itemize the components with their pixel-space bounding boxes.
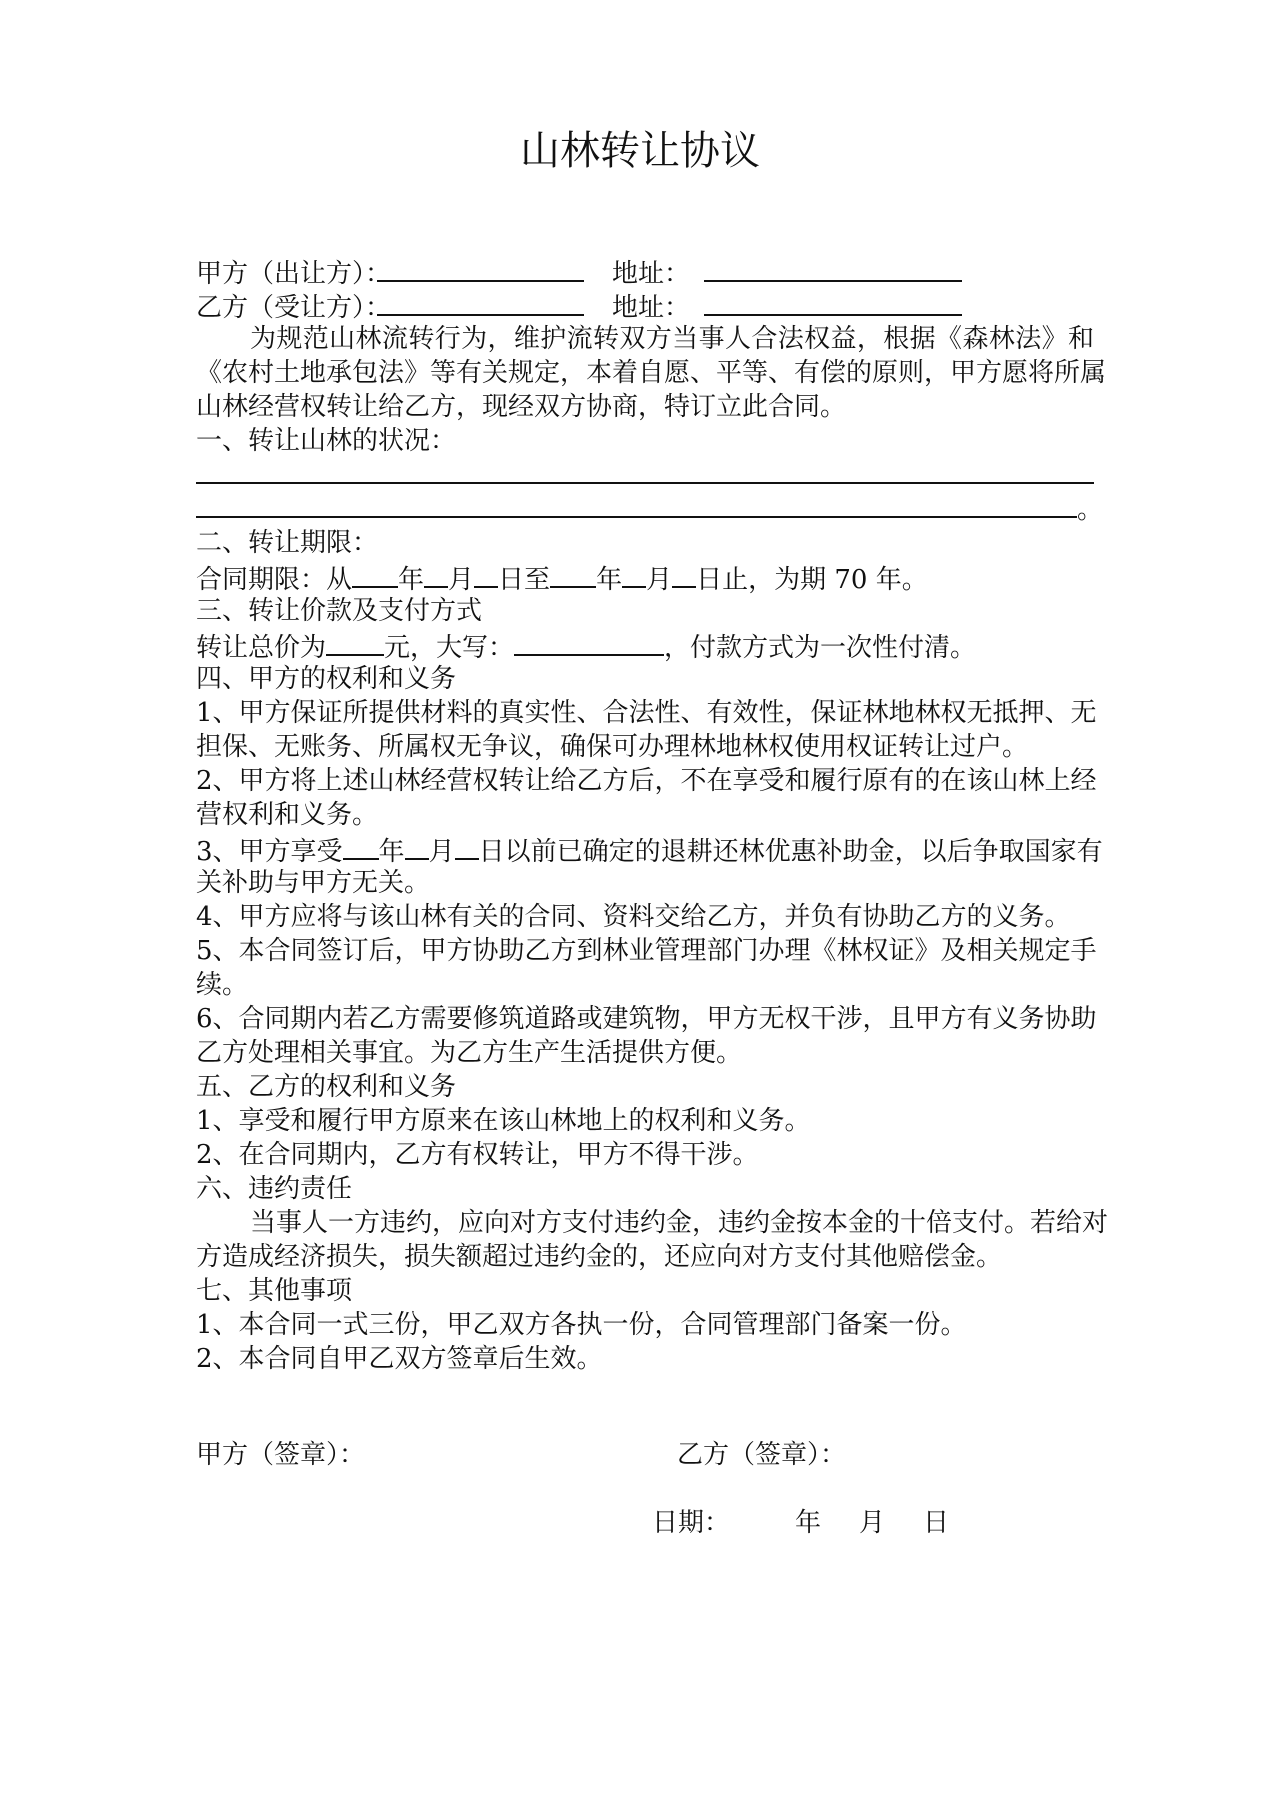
section-4-heading: 四、甲方的权利和义务 xyxy=(196,664,457,694)
clause-line: 关补助与甲方无关。 xyxy=(196,868,431,898)
clause-line: 2、甲方将上述山林经营权转让给乙方后，不在享受和履行原有的在该山林上经 xyxy=(196,766,1097,796)
term-line xyxy=(196,560,1094,594)
party-a-address-label: 地址： xyxy=(612,259,691,289)
date-label: 日期： xyxy=(652,1508,731,1538)
clause-line: 4、甲方应将与该山林有关的合同、资料交给乙方，并负有协助乙方的义务。 xyxy=(196,902,1071,932)
contract-body xyxy=(196,254,1109,1376)
price-text: 转让总价为 xyxy=(196,633,327,663)
start-year-blank[interactable] xyxy=(352,560,398,588)
party-b-label: 乙方（受让方）： xyxy=(196,293,392,323)
price-text: 元，大写： xyxy=(384,633,515,663)
clause-text: 3、甲方享受 xyxy=(196,837,343,867)
clause-line xyxy=(196,832,1103,867)
party-b-name-blank[interactable] xyxy=(377,288,584,316)
date-year-label: 年 xyxy=(795,1508,822,1538)
section-6-heading: 六、违约责任 xyxy=(196,1174,353,1204)
forest-status-blank-1[interactable] xyxy=(196,458,1094,492)
end-day-blank[interactable] xyxy=(672,560,696,588)
end-month-blank[interactable] xyxy=(622,560,646,588)
clause-line: 担保、无账务、所属权无争议，确保可办理林地林权使用权证转让过户。 xyxy=(196,732,1029,762)
clause-text: 日以前已确定的退耕还林优惠补助金，以后争取国家有 xyxy=(478,837,1103,867)
clause-line: 2、在合同期内，乙方有权转让，甲方不得干涉。 xyxy=(196,1140,759,1170)
term-text: 月 xyxy=(448,565,475,595)
section-1-heading: 一、转让山林的状况： xyxy=(196,426,457,456)
clause-text: 月 xyxy=(428,837,455,867)
subsidy-year-blank[interactable] xyxy=(343,832,379,860)
party-a-address-blank[interactable] xyxy=(704,254,962,282)
end-year-blank[interactable] xyxy=(550,560,596,588)
party-a-line xyxy=(196,254,1094,288)
document-title: 山林转让协议 xyxy=(520,128,760,174)
start-day-blank[interactable] xyxy=(474,560,498,588)
clause-line: 5、本合同签订后，甲方协助乙方到林业管理部门办理《林权证》及相关规定手 xyxy=(196,936,1097,966)
party-b-signature-label: 乙方（签章）： xyxy=(677,1440,847,1470)
preamble-line: 《农村土地承包法》等有关规定，本着自愿、平等、有偿的原则，甲方愿将所属 xyxy=(196,358,1107,388)
price-words-blank[interactable] xyxy=(514,628,664,656)
term-text: 月 xyxy=(646,565,673,595)
section-7-heading: 七、其他事项 xyxy=(196,1276,353,1306)
price-text: ，付款方式为一次性付清。 xyxy=(664,633,977,663)
preamble-line: 山林经营权转让给乙方，现经双方协商，特订立此合同。 xyxy=(196,392,847,422)
forest-status-blank-2[interactable] xyxy=(196,492,1104,526)
section-3-heading: 三、转让价款及支付方式 xyxy=(196,596,483,626)
clause-line: 乙方处理相关事宜。为乙方生产生活提供方便。 xyxy=(196,1038,743,1068)
clause-line: 方造成经济损失，损失额超过违约金的，还应向对方支付其他赔偿金。 xyxy=(196,1242,1003,1272)
subsidy-month-blank[interactable] xyxy=(405,832,429,860)
party-b-address-blank[interactable] xyxy=(704,288,962,316)
preamble-line: 为规范山林流转行为，维护流转双方当事人合法权益，根据《森林法》和 xyxy=(250,324,1094,354)
clause-text: 年 xyxy=(378,837,405,867)
subsidy-day-blank[interactable] xyxy=(455,832,479,860)
party-b-address-label: 地址： xyxy=(612,293,691,323)
clause-line: 续。 xyxy=(196,970,249,1000)
clause-line: 2、本合同自甲乙双方签章后生效。 xyxy=(196,1344,603,1374)
period-mark: 。 xyxy=(1077,495,1104,525)
party-a-label: 甲方（出让方）： xyxy=(196,259,392,289)
party-b-line xyxy=(196,288,1094,322)
price-line xyxy=(196,628,1094,662)
start-month-blank[interactable] xyxy=(424,560,448,588)
clause-line: 当事人一方违约，应向对方支付违约金，违约金按本金的十倍支付。若给对 xyxy=(250,1208,1109,1238)
party-a-name-blank[interactable] xyxy=(377,254,584,282)
clause-line: 营权利和义务。 xyxy=(196,800,379,830)
section-5-heading: 五、乙方的权利和义务 xyxy=(196,1072,457,1102)
party-a-signature-label: 甲方（签章）： xyxy=(196,1440,366,1470)
clause-line: 1、本合同一式三份，甲乙双方各执一份，合同管理部门备案一份。 xyxy=(196,1310,967,1340)
clause-line: 6、合同期内若乙方需要修筑道路或建筑物，甲方无权干涉，且甲方有义务协助 xyxy=(196,1004,1097,1034)
term-text: 年 xyxy=(596,565,623,595)
price-amount-blank[interactable] xyxy=(326,628,384,656)
term-text: 日至 xyxy=(498,565,551,595)
date-month-label: 月 xyxy=(859,1508,886,1538)
term-text: 合同期限：从 xyxy=(196,565,353,595)
clause-line: 1、享受和履行甲方原来在该山林地上的权利和义务。 xyxy=(196,1106,811,1136)
clause-line: 1、甲方保证所提供材料的真实性、合法性、有效性，保证林地林权无抵押、无 xyxy=(196,698,1097,728)
term-text: 年 xyxy=(398,565,425,595)
section-2-heading: 二、转让期限： xyxy=(196,528,379,558)
term-text: 日止，为期 70 年。 xyxy=(696,565,928,595)
date-day-label: 日 xyxy=(923,1508,950,1538)
